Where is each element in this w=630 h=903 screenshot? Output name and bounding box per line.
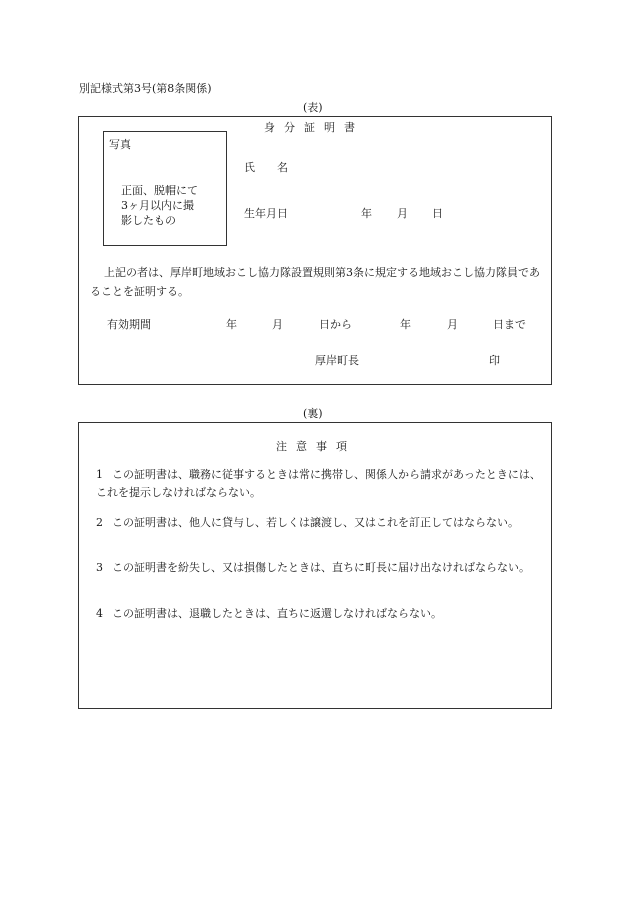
- issuer-label: 厚岸町長: [315, 354, 359, 367]
- form-label: 別記様式第3号(第8条関係): [79, 82, 212, 95]
- note-item: [96, 466, 544, 502]
- validity-month1: 月: [272, 318, 283, 331]
- front-title: 身分証明書: [264, 121, 364, 134]
- validity-month2: 月: [447, 318, 458, 331]
- validity-label: 有効期間: [107, 318, 151, 331]
- note-item: [96, 605, 544, 623]
- back-side-label: (裏): [303, 407, 323, 420]
- note-text: この証明書を紛失し、又は損傷したときは、直ちに町長に届け出なければならない。: [112, 561, 530, 574]
- note-text: この証明書は、職務に従事するときは常に携帯し、関係人から請求があったときには、これを提示しなければならない。: [96, 468, 541, 499]
- note-item: [96, 514, 544, 532]
- note-number: 2: [96, 516, 103, 529]
- photo-instruction-line: 影したもの: [121, 214, 176, 227]
- back-title: 注意事項: [276, 440, 356, 453]
- photo-instruction-line: 3ヶ月以内に撮: [121, 199, 194, 212]
- note-number: 3: [96, 561, 103, 574]
- validity-year1: 年: [226, 318, 237, 331]
- note-text: この証明書は、退職したときは、直ちに返還しなければならない。: [112, 607, 442, 620]
- certification-text: 上記の者は、厚岸町地域おこし協力隊設置規則第3条に規定する地域おこし協力隊員であることを証明する。: [90, 266, 540, 298]
- dob-month-unit: 月: [397, 207, 408, 220]
- photo-label: 写真: [109, 138, 131, 151]
- dob-day-unit: 日: [432, 207, 443, 220]
- note-number: 1: [96, 468, 103, 481]
- validity-from: 日から: [319, 318, 352, 331]
- front-side-label: (表): [303, 101, 323, 114]
- note-item: [96, 559, 544, 577]
- validity-year2: 年: [400, 318, 411, 331]
- dob-year-unit: 年: [361, 207, 372, 220]
- note-text: この証明書は、他人に貸与し、若しくは譲渡し、又はこれを訂正してはならない。: [112, 516, 519, 529]
- seal-label: 印: [489, 354, 500, 367]
- validity-until: 日まで: [493, 318, 526, 331]
- name-label: 氏 名: [244, 161, 288, 174]
- dob-label: 生年月日: [244, 207, 288, 220]
- photo-instruction-line: 正面、脱帽にて: [121, 184, 198, 197]
- note-number: 4: [96, 607, 103, 620]
